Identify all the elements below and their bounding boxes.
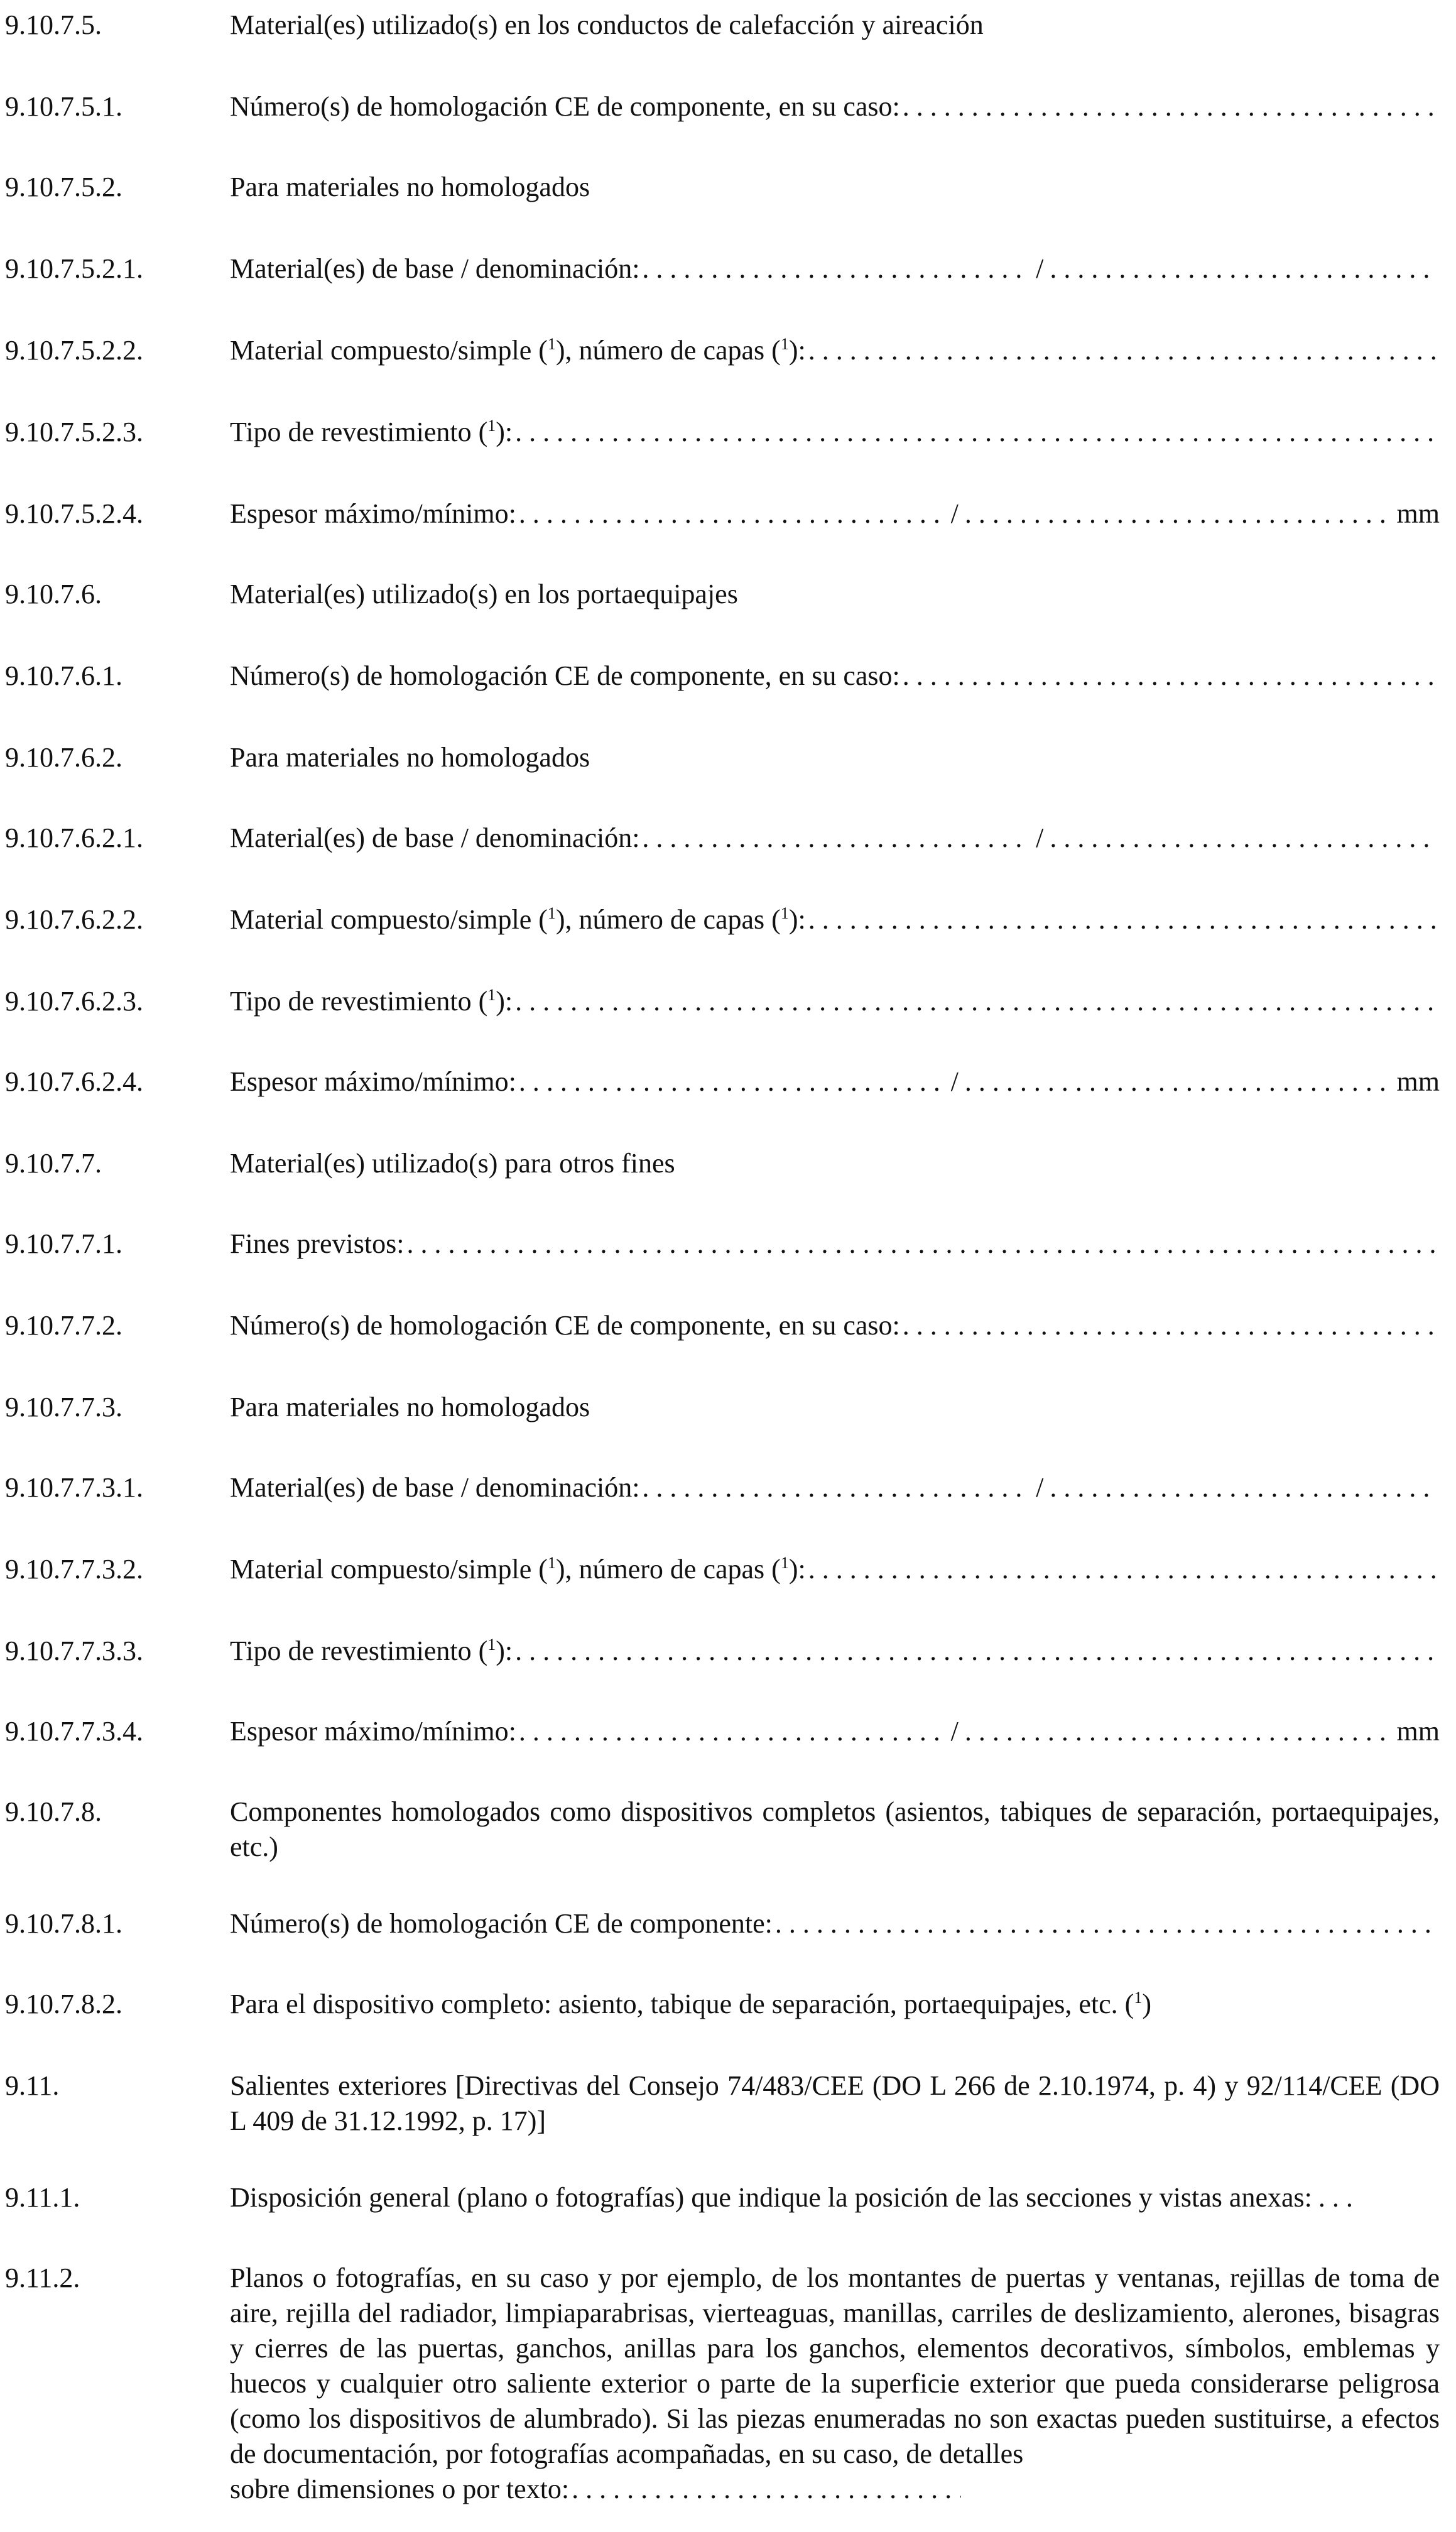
fill-in-dots xyxy=(775,1906,1437,1941)
separator-slash: / xyxy=(1036,253,1044,284)
footnote-ref: 1 xyxy=(780,1554,789,1572)
section-heading: Para materiales no homologados xyxy=(230,1392,590,1422)
field-label: Material compuesto/simple ($^1$), número de capas ($^1$): xyxy=(230,1554,806,1585)
section-number: 9.10.7.7.3.3. xyxy=(5,1635,143,1666)
section-number: 9.10.7.6.1. xyxy=(5,660,122,691)
fill-in-dots xyxy=(1050,1470,1437,1505)
paragraph-text: Planos o fotografías, en su caso y por ejemplo, de los montantes de puertas y ventanas, rejillas de toma de aire, rejilla del radiador, limpiaparabrisas, vierteaguas, manillas, carriles de deslizamiento, alerones, bisagras y cierres de las puertas, ganchos, anillas para los ganchos, elementos decorativos, símbolos, emblemas y huecos y cualquier otro saliente exterior o parte de la superficie exterior que pueda considerarse peligrosa (como los dispositivos de alumbrado). Si las piezas enumeradas no son exactas pueden sustituirse, a efectos de documentación, por fotografías acompañadas, en su caso, de detalles xyxy=(230,2262,1440,2469)
fill-in-dots xyxy=(903,658,1437,694)
field-label: Número(s) de homologación CE de componente, en su caso: xyxy=(230,1310,900,1341)
section-number: 9.10.7.6.2.2. xyxy=(5,904,143,935)
section-number: 9.10.7.5.2. xyxy=(5,172,122,202)
section-heading: Componentes homologados como dispositivos completos (asientos, tabiques de separación, portaequipajes, etc.) xyxy=(230,1796,1440,1862)
section-number: 9.10.7.5.2.2. xyxy=(5,335,143,366)
section-number: 9.10.7.8.2. xyxy=(5,1989,122,2019)
section-number: 9.10.7.6.2.4. xyxy=(5,1066,143,1097)
fill-in-dots xyxy=(965,1714,1391,1749)
fill-in-dots xyxy=(903,1308,1437,1343)
fill-in-dots xyxy=(515,1634,1437,1669)
section-number: 9.10.7.6.2.1. xyxy=(5,822,143,853)
fill-in-dots xyxy=(903,89,1437,124)
field-label: Fines previstos: xyxy=(230,1228,405,1259)
section-heading: Salientes exteriores [Directivas del Consejo 74/483/CEE (DO L 266 de 2.10.1974, p. 4) y 92/114/CEE (DO L 409 de 31.12.1992, p. 17)] xyxy=(230,2070,1440,2136)
unit-label: mm xyxy=(1396,1716,1440,1747)
field-label: Disposición general (plano o fotografías) que indique la posición de las secciones y vistas anexas: xyxy=(230,2182,1312,2213)
section-number: 9.10.7.8. xyxy=(5,1796,102,1827)
field-label: Material(es) de base / denominación: xyxy=(230,253,640,284)
section-heading: Material(es) utilizado(s) para otros fines xyxy=(230,1148,675,1179)
section-number: 9.10.7.6.2. xyxy=(5,742,122,773)
section-number: 9.10.7.5. xyxy=(5,9,102,40)
fill-in-dots xyxy=(642,251,1030,286)
section-number: 9.10.7.7.2. xyxy=(5,1310,122,1341)
separator-slash: / xyxy=(1036,1472,1044,1503)
section-number: 9.10.7.5.2.1. xyxy=(5,253,143,284)
section-number: 9.10.7.7. xyxy=(5,1148,102,1179)
fill-in-dots xyxy=(808,1552,1437,1587)
section-number: 9.10.7.8.1. xyxy=(5,1908,122,1939)
unit-label: mm xyxy=(1396,1066,1440,1097)
section-number: 9.11. xyxy=(5,2070,60,2101)
section-number: 9.11.1. xyxy=(5,2182,80,2213)
separator-slash: / xyxy=(950,1716,959,1747)
field-label: Número(s) de homologación CE de componente, en su caso: xyxy=(230,660,900,691)
field-label: sobre dimensiones o por texto: xyxy=(230,2474,570,2504)
fill-in-dots xyxy=(515,984,1437,1019)
footnote-ref: 1 xyxy=(487,986,496,1004)
section-number: 9.10.7.5.2.3. xyxy=(5,417,143,447)
fill-in-dots xyxy=(406,1226,1437,1262)
section-number: 9.11.2. xyxy=(5,2262,80,2293)
section-heading: Material(es) utilizado(s) en los portaequipajes xyxy=(230,579,738,609)
field-label: Material(es) de base / denominación: xyxy=(230,822,640,853)
unit-label: mm xyxy=(1396,498,1440,529)
field-label: Espesor máximo/mínimo: xyxy=(230,1066,516,1097)
footnote-ref: 1 xyxy=(487,417,496,435)
footnote-ref: 1 xyxy=(547,1554,556,1572)
fill-in-dots xyxy=(965,1064,1391,1100)
footnote-ref: 1 xyxy=(780,904,789,922)
field-label: Tipo de revestimiento ($^1$): xyxy=(230,417,513,447)
fill-in-dots xyxy=(965,496,1391,532)
fill-in-dots xyxy=(642,821,1030,856)
section-number: 9.10.7.5.2.4. xyxy=(5,498,143,529)
footnote-ref: 1 xyxy=(547,335,556,353)
field-label: Número(s) de homologación CE de componente, en su caso: xyxy=(230,91,900,122)
fill-in-dots xyxy=(1050,251,1437,286)
fill-in-dots xyxy=(519,1064,945,1100)
section-heading: Para el dispositivo completo: asiento, tabique de separación, portaequipajes, etc. ($^1$) xyxy=(230,1989,1151,2019)
footnote-ref: 1 xyxy=(780,335,789,353)
field-label: Tipo de revestimiento ($^1$): xyxy=(230,1635,513,1666)
fill-in-dots xyxy=(1050,821,1437,856)
field-label: Material compuesto/simple ($^1$), número de capas ($^1$): xyxy=(230,904,806,935)
field-label: Número(s) de homologación CE de componente: xyxy=(230,1908,773,1939)
separator-slash: / xyxy=(950,498,959,529)
section-number: 9.10.7.6. xyxy=(5,579,102,609)
section-number: 9.10.7.7.3.2. xyxy=(5,1554,143,1585)
section-number: 9.10.7.6.2.3. xyxy=(5,986,143,1017)
fill-in-dots xyxy=(572,2472,961,2507)
field-label: Tipo de revestimiento ($^1$): xyxy=(230,986,513,1017)
fill-in-dots xyxy=(519,1714,945,1749)
field-label: Espesor máximo/mínimo: xyxy=(230,1716,516,1747)
separator-slash: / xyxy=(950,1066,959,1097)
fill-in-dots xyxy=(808,902,1437,937)
fill-in-dots xyxy=(519,496,945,532)
section-heading: Para materiales no homologados xyxy=(230,172,590,202)
fill-in-dots xyxy=(515,415,1437,450)
section-number: 9.10.7.7.3.4. xyxy=(5,1716,143,1747)
section-number: 9.10.7.7.3.1. xyxy=(5,1472,143,1503)
footnote-ref: 1 xyxy=(547,904,556,922)
field-label: Material(es) de base / denominación: xyxy=(230,1472,640,1503)
footnote-ref: 1 xyxy=(1134,1989,1143,2007)
fill-in-dots: . . . xyxy=(1318,2182,1353,2213)
fill-in-dots xyxy=(642,1470,1030,1505)
field-label: Espesor máximo/mínimo: xyxy=(230,498,516,529)
footnote-ref: 1 xyxy=(487,1635,496,1654)
fill-in-dots xyxy=(808,333,1437,368)
separator-slash: / xyxy=(1036,822,1044,853)
section-number: 9.10.7.7.3. xyxy=(5,1392,122,1422)
section-heading: Material(es) utilizado(s) en los conductos de calefacción y aireación xyxy=(230,9,984,40)
section-number: 9.10.7.7.1. xyxy=(5,1228,122,1259)
section-heading: Para materiales no homologados xyxy=(230,742,590,773)
section-number: 9.10.7.5.1. xyxy=(5,91,122,122)
field-label: Material compuesto/simple ($^1$), número de capas ($^1$): xyxy=(230,335,806,366)
